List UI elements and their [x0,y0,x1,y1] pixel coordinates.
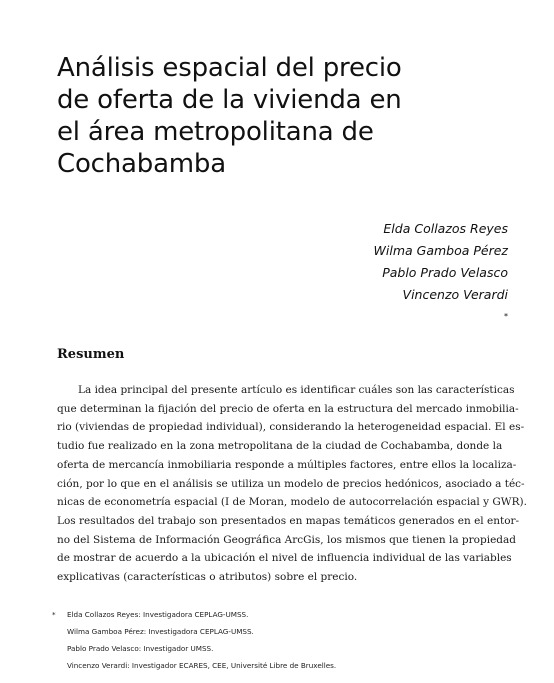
article-title [57,52,497,180]
author-name-text: Vincenzo Verardi [402,287,508,302]
title-line: el área metropolitana de [57,117,374,147]
abstract-line: que determinan la fijación del precio de oferta en la estructura del mercado inmobilia- [57,402,519,415]
author-list [208,218,508,331]
author-name [208,284,508,331]
abstract-line: nicas de econometría espacial (I de Moran, modelo de autocorrelación espacial y GWR). [57,496,527,509]
footnote-marker: * [52,610,56,619]
abstract-line: La idea principal del presente artículo es identificar cuáles son las características [78,384,515,396]
abstract-line: explicativas (características o atributos) sobre el precio. [57,571,358,584]
title-line: Cochabamba [57,149,226,179]
title-line: de oferta de la vivienda en [57,85,402,115]
abstract-line: rio (viviendas de propiedad individual), considerando la heterogeneidad espacial. El es- [57,421,525,434]
abstract-line: oferta de mercancía inmobiliaria responde a múltiples factores, entre ellos la localiza- [57,458,517,471]
footnote: Vincenzo Verardi: Investigador ECARES, CEE, Université Libre de Bruxelles. [67,661,337,670]
author-name: Wilma Gamboa Pérez [373,243,508,258]
abstract-line: ción, por lo que en el análisis se utiliza un modelo de precios hedónicos, asociado a téc- [57,477,525,490]
abstract-line: tudio fue realizado en la zona metropolitana de la ciudad de Cochabamba, donde la [57,440,503,453]
author-name: Elda Collazos Reyes [383,221,508,236]
section-heading: Resumen [57,347,125,362]
footnotes [52,606,502,674]
abstract-body [57,381,527,587]
footnote: Wilma Gamboa Pérez: Investigadora CEPLAG-UMSS. [67,627,254,636]
author-footnote-marker: * [504,312,508,321]
author-name: Pablo Prado Velasco [382,265,508,280]
abstract-line: no del Sistema de Información Geográfica ArcGis, los mismos que tienen la propiedad [57,533,516,546]
footnote-text: Elda Collazos Reyes: Investigadora CEPLAG-UMSS. [67,610,249,619]
abstract-line: Los resultados del trabajo son presentados en mapas temáticos generados en el entor- [57,514,520,527]
footnote: Pablo Prado Velasco: Investigador UMSS. [67,644,214,653]
abstract-line: de mostrar de acuerdo a la ubicación el nivel de influencia individual de las variables [57,552,512,565]
footnote [52,606,502,623]
title-line: Análisis espacial del precio [57,53,402,83]
